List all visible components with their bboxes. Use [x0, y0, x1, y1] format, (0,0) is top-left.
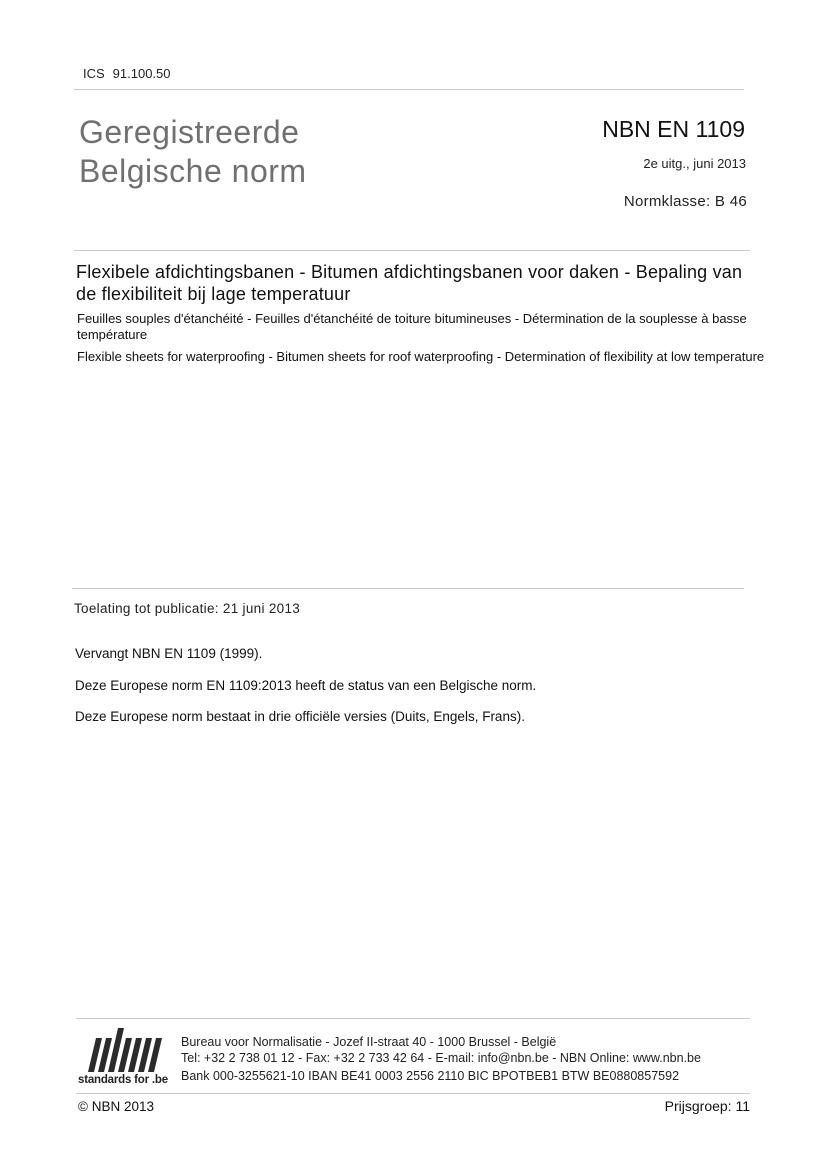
edition: 2e uitg., juni 2013 — [643, 156, 746, 171]
ics-value: 91.100.50 — [112, 66, 171, 81]
document-type-line2: Belgische norm — [79, 153, 307, 189]
header-divider — [74, 89, 744, 90]
title-english: Flexible sheets for waterproofing - Bitumen sheets for roof waterproofing - Determination of flexibility at low temperature — [77, 349, 765, 364]
note-versions: Deze Europese norm bestaat in drie officiële versies (Duits, Engels, Frans). — [75, 709, 525, 724]
note-replaces: Vervangt NBN EN 1109 (1999). — [75, 646, 263, 661]
approval-divider — [72, 588, 744, 589]
norm-class: Normklasse: B 46 — [623, 193, 747, 210]
document-type-line1: Geregistreerde — [79, 114, 300, 150]
footer-bank: Bank 000-3255621-10 IBAN BE41 0003 2556 2110 BIC BPOTBEB1 BTW BE0880857592 — [181, 1069, 680, 1083]
approval-date: Toelating tot publicatie: 21 juni 2013 — [74, 601, 301, 616]
title-french: Feuilles souples d'étanchéité - Feuilles d'étanchéité de toiture bitumineuses - Détermination de la souplesse à basse température — [77, 311, 747, 342]
title-divider — [74, 250, 750, 251]
title-dutch: Flexibele afdichtingsbanen - Bitumen afdichtingsbanen voor daken - Bepaling van de flexibiliteit bij lage temperatuur — [76, 262, 743, 304]
footer-address: Bureau voor Normalisatie - Jozef II-straat 40 - 1000 Brussel - België — [181, 1035, 557, 1049]
nbn-logo — [78, 1024, 170, 1090]
document-type — [79, 113, 307, 191]
logo-tagline: standards for .be — [78, 1074, 168, 1086]
note-status: Deze Europese norm EN 1109:2013 heeft de status van een Belgische norm. — [75, 678, 537, 693]
footer-divider-bottom — [76, 1093, 750, 1094]
ics-code — [83, 66, 171, 81]
ics-label: ICS — [83, 66, 105, 81]
footer-contact: Tel: +32 2 738 01 12 - Fax: +32 2 733 42 64 - E-mail: info@nbn.be - NBN Online: www.nbn.be — [181, 1051, 701, 1065]
price-group: Prijsgroep: 11 — [664, 1098, 750, 1114]
copyright: © NBN 2013 — [78, 1099, 154, 1114]
standard-id: NBN EN 1109 — [602, 116, 745, 142]
nbn-logo-icon — [78, 1024, 170, 1074]
footer-divider-top — [76, 1018, 750, 1019]
